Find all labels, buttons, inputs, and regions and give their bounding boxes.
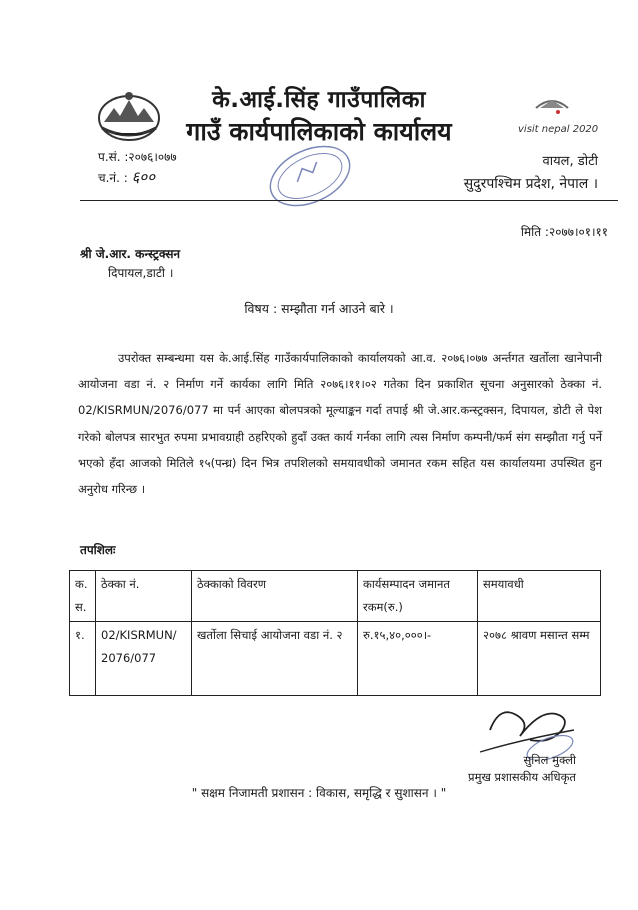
- recipient-place: दिपायल,डाटी ।: [108, 266, 174, 280]
- list-heading: तपशिलः: [80, 543, 116, 557]
- reference-block: [98, 147, 177, 188]
- signatory-name: सुनिल मुक्ली: [523, 753, 576, 767]
- patra-sankhya: प.सं. :२०७६।०७७: [98, 150, 177, 164]
- table-cell: १.: [70, 622, 96, 696]
- address-block: [464, 150, 598, 196]
- table-cell: 02/KISRMUN/ 2076/077: [96, 622, 192, 696]
- table-cell: २०७८ श्रावण मसान्त सम्म: [478, 622, 601, 696]
- table-header-row: [70, 571, 601, 622]
- table-row: [70, 622, 601, 696]
- subject-line: विषय : सम्झौता गर्न आउने बारे ।: [244, 301, 394, 316]
- recipient-name: श्री जे.आर. कन्स्ट्रक्सन: [80, 247, 181, 261]
- address-line-1: वायल, डोटी: [542, 154, 598, 169]
- details-table: [69, 570, 601, 696]
- motto-footer: " सक्षम निजामती प्रशासन : विकास, समृद्धि र सुशासन । ": [191, 786, 447, 800]
- signature-mark: [470, 700, 580, 760]
- header-divider: [80, 200, 618, 201]
- chalani-label: च.नं. :: [98, 171, 128, 185]
- table-header-cell: कार्यसम्पादन जमानत रकम(रु.): [358, 571, 478, 622]
- table-cell: रु.१५,४०,०००।-: [358, 622, 478, 696]
- table-header-cell: क. स.: [70, 571, 96, 622]
- chalani-value: ६००: [131, 168, 156, 186]
- body-text: उपरोक्त सम्बन्धमा यस के.आई.सिंह गाउँकार्यपालिकाको कार्यालयको आ.व. २०७६।०७७ अर्न्तगत खर्तोला खानेपानी आयोजना वडा नं. २ निर्माण गर्ने कार्यका लागि मिति २०७६।११।०२ गतेका दिन प्रकाशित सूचना अनुसारको ठेक्का नं. 02/KISRMUN/2076/077 मा पर्न आएका बोलपत्रको मूल्याङ्कन गर्दा तपाई श्री जे.आर.कन्स्ट्रक्सन, दिपायल, डोटी ले पेश गरेको बोलपत्र सारभुत रुपमा प्रभावग्राही ठहरिएको हुदाँ उक्त कार्य गर्नका लागि त्यस निर्माण कम्पनी/फर्म संग सम्झौता गर्नु पर्ने भएको हँदा आजको मितिले १५(पन्ध्र) दिन भित्र तपशिलको समयावधीको जमानत रकम सहित यस कार्यालयमा उपस्थित हुन अनुरोध गरिन्छ ।: [78, 351, 602, 497]
- office-stamp: [262, 136, 358, 216]
- table-cell: खर्तोला सिचाई आयोजना वडा नं. २: [192, 622, 358, 696]
- office-name: गाउँ कार्यपालिकाको कार्यालय: [186, 117, 452, 146]
- signatory-block: [468, 752, 576, 786]
- table-header-cell: ठेक्काको विवरण: [192, 571, 358, 622]
- visit-nepal-logo-icon: [514, 92, 590, 148]
- letter-date: मिति :२०७७।०१।११: [520, 225, 608, 239]
- table-header-cell: ठेक्का नं.: [96, 571, 192, 622]
- org-name: के.आई.सिंह गाउँपालिका: [212, 87, 426, 113]
- signatory-title: प्रमुख प्रशासकीय अधिकृत: [468, 770, 576, 784]
- visit-nepal-text: visit nepal 2020: [518, 124, 599, 135]
- table-header-cell: समयावधी: [478, 571, 601, 622]
- address-line-2: सुदुरपश्चिम प्रदेश, नेपाल ।: [463, 176, 598, 192]
- letter-body: [78, 345, 602, 502]
- recipient-block: [80, 245, 180, 283]
